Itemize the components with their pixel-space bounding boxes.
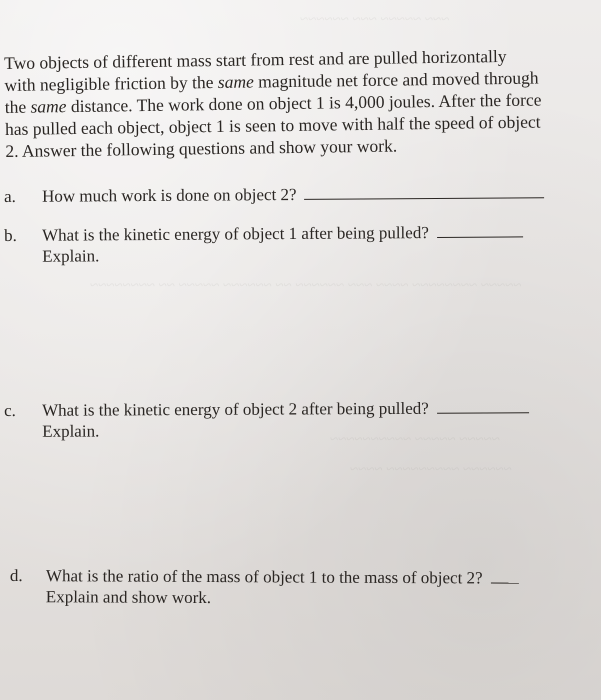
problem-line-2-start: with negligible friction by the	[4, 72, 214, 95]
problem-line-4: has pulled each object, object 1 is seen to move with half the speed of object	[4, 111, 541, 139]
question-body	[42, 397, 529, 442]
answer-blank-line[interactable]	[437, 222, 523, 238]
question-letter: a.	[4, 186, 16, 206]
problem-line-5: 2. Answer the following questions and show your work.	[5, 135, 398, 161]
answer-blank-line[interactable]	[491, 569, 519, 584]
question-text	[42, 221, 523, 245]
emphasis-same: same	[30, 96, 67, 117]
question-body	[46, 565, 519, 609]
question-body	[42, 221, 523, 266]
problem-line-3-end: distance. The work done on object 1 is 4,000 joules. After the force	[70, 89, 542, 117]
question-letter: b.	[4, 225, 17, 245]
problem-statement	[4, 44, 593, 162]
answer-blank-line[interactable]	[304, 183, 544, 200]
question-text	[46, 565, 519, 588]
question-letter: c.	[4, 400, 16, 420]
question-instruction: Explain.	[42, 246, 100, 266]
bleed-through-text: ~~~ ~~~~~ ~~~ ~~~~~~	[300, 12, 450, 28]
question-text	[42, 397, 529, 421]
question-body	[42, 182, 545, 207]
problem-line-3-start: the	[4, 96, 27, 117]
question-prompt: What is the ratio of the mass of object 1 to the mass of object 2?	[45, 566, 483, 588]
problem-line-2-end: magnitude net force and moved through	[257, 67, 539, 92]
bleed-through-text: ~~~~~ ~~~~~ ~~~~~~~~~~	[330, 432, 500, 448]
answer-blank-line[interactable]	[437, 398, 529, 413]
question-prompt: How much work is done on object 2?	[42, 184, 297, 206]
question-prompt: What is the kinetic energy of object 1 after being pulled?	[42, 223, 429, 245]
problem-line-1: Two objects of different mass start from rest and are pulled horizontally	[4, 45, 507, 73]
question-prompt: What is the kinetic energy of object 2 after being pulled?	[42, 398, 429, 420]
question-text	[42, 182, 545, 207]
question-instruction: Explain and show work.	[45, 587, 212, 608]
question-instruction: Explain.	[42, 421, 100, 441]
emphasis-same: same	[217, 71, 254, 93]
bleed-through-text: ~~~~~ ~~~~~~~~ ~~~~ ~~~ ~~~~~~ ~~ ~~~~~~ ~~~~~ ~~ ~~~~~~~~	[90, 278, 522, 294]
bleed-through-text: ~~~~~~ ~~~~~~~~~ ~~~~	[350, 462, 512, 478]
question-letter: d.	[9, 566, 23, 586]
